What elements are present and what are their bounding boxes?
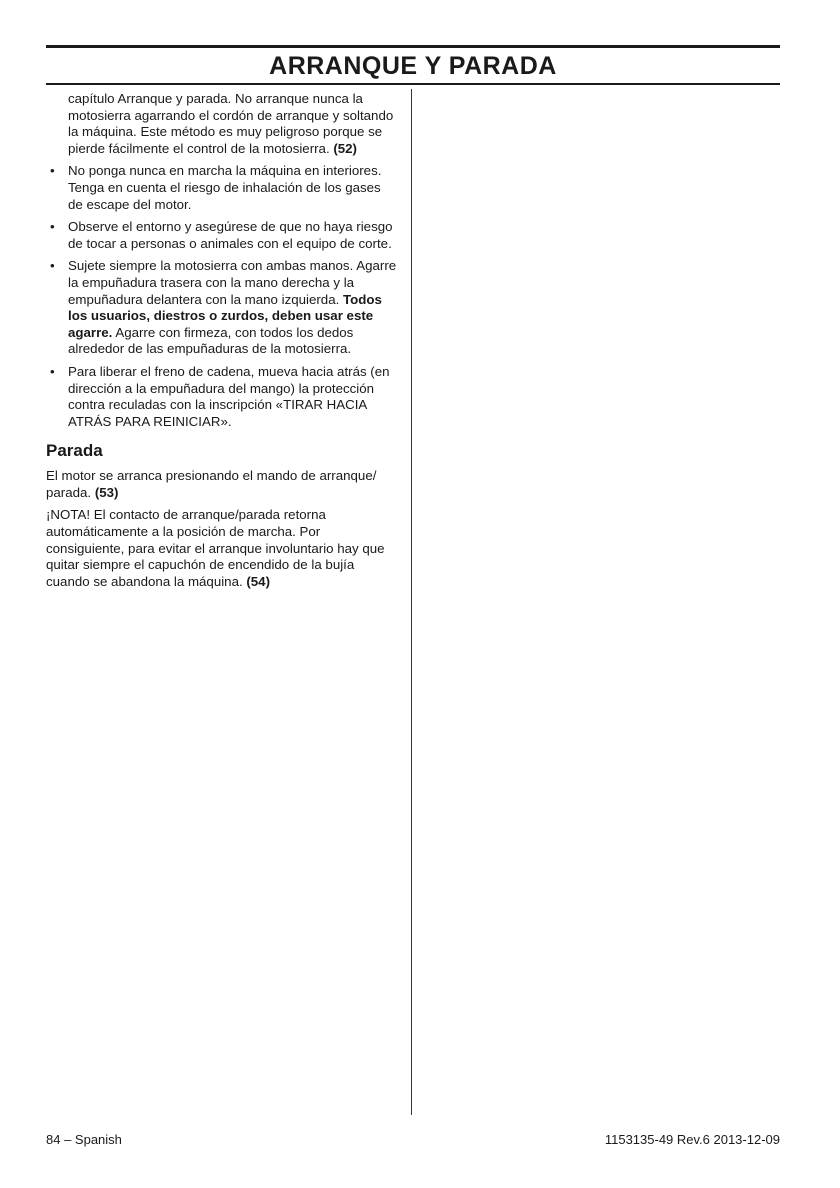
list-item: [46, 163, 398, 213]
column-divider: [411, 89, 412, 1115]
section-paragraph: [46, 507, 398, 590]
paragraph-text: ¡NOTA! El contacto de arranque/parada retorna automáticamente a la posición de marcha. Por consiguiente, para evitar el arranque involuntario hay que quitar siempre el capuchón de encendido de la bujía cuando se abandona la máquina.: [46, 507, 385, 589]
bullet-icon: •: [50, 219, 55, 235]
list-item-text-continued: Agarre con firmeza, con todos los dedos alrededor de las empuñaduras de la motosierra.: [68, 324, 354, 357]
page-title: ARRANQUE Y PARADA: [269, 52, 557, 80]
section-paragraph: [46, 468, 398, 501]
intro-text: capítulo Arranque y parada. No arranque nunca la motosierra agarrando el cordón de arranque y soltando la máquina. Este método es muy peligroso porque se pierde fácilmente el control de la motosierra.: [68, 91, 394, 156]
list-item-emphasis: Todos los usuarios, diestros o zurdos, deben usar este agarre.: [68, 291, 382, 340]
list-item-text: Para liberar el freno de cadena, mueva hacia atrás (en dirección a la empuñadura del mango) la protección contra reculadas con la inscripción «TIRAR HACIA ATRÁS PARA REINICIAR».: [68, 363, 390, 429]
list-item: [46, 219, 398, 252]
list-item: [46, 258, 398, 358]
list-item: [46, 364, 398, 430]
page-number: 84 – Spanish: [46, 1132, 122, 1147]
document-id: 1153135-49 Rev.6 2013-12-09: [604, 1132, 780, 1147]
list-item-text: Observe el entorno y asegúrese de que no haya riesgo de tocar a personas o animales con el equipo de corte.: [68, 219, 393, 251]
bullet-icon: •: [50, 258, 55, 274]
bullet-icon: •: [50, 163, 55, 179]
list-item-text: No ponga nunca en marcha la máquina en interiores. Tenga en cuenta el riesgo de inhalación de los gases de escape del motor.: [68, 163, 382, 212]
paragraph-text: El motor se arranca presionando el mando de arranque/ parada.: [46, 468, 377, 500]
left-column: [46, 91, 398, 596]
bullet-icon: •: [50, 363, 55, 379]
figure-ref: (53): [94, 484, 119, 500]
section-heading: Parada: [46, 441, 103, 461]
figure-ref: (52): [333, 140, 357, 156]
intro-paragraph: [46, 91, 398, 157]
list-item-text: Sujete siempre la motosierra con ambas manos. Agarre la empuñadura trasera con la mano derecha y la empuñadura delantera con la mano izquierda.: [68, 258, 397, 307]
header-rule-bottom: [46, 83, 780, 85]
figure-ref: (54): [246, 573, 271, 589]
